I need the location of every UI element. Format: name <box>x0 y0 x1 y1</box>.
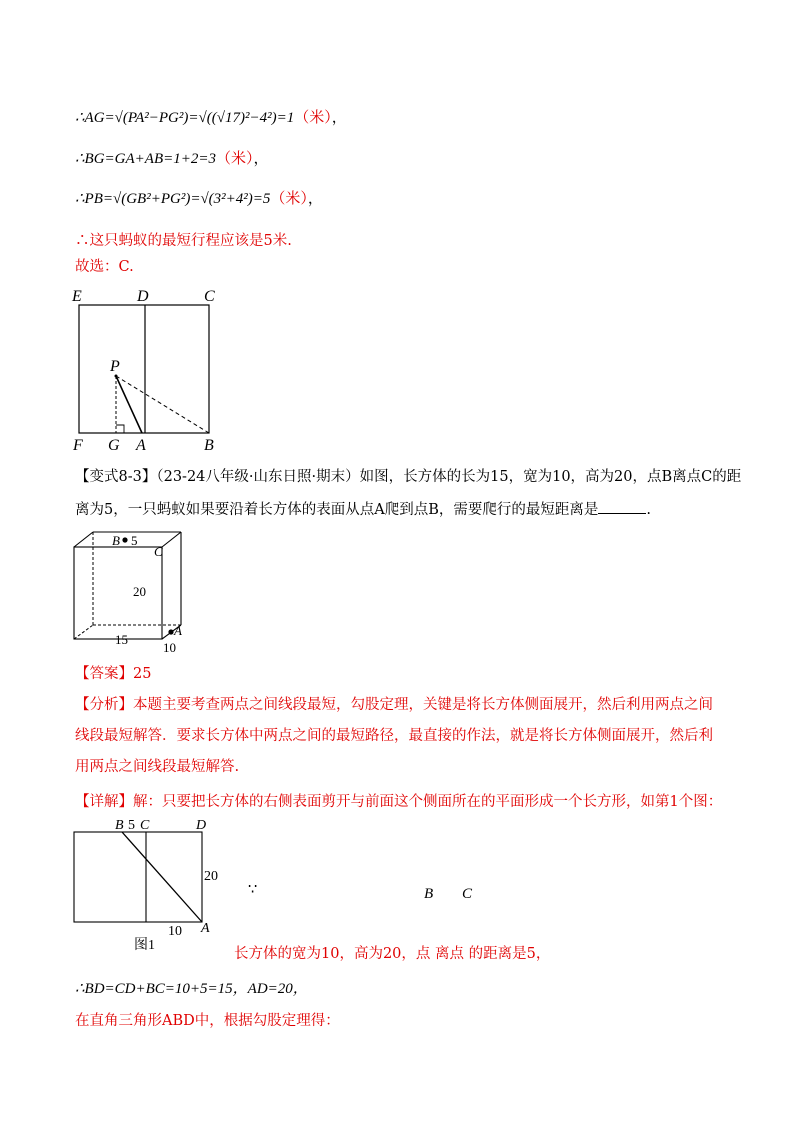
cuboid-hidden-edge <box>74 625 93 639</box>
cuboid-label-b: B <box>112 533 120 548</box>
problem-end: . <box>646 502 651 518</box>
answer-value: 25 <box>133 666 152 682</box>
pb-tail: ， <box>307 191 323 207</box>
answer-tag: 【答案】 <box>75 666 133 682</box>
ag-tail: ， <box>331 110 347 126</box>
bg-formula: ∴BG=GA+AB=1+2=3 <box>75 151 216 167</box>
ag-unit: （米） <box>294 110 332 126</box>
answer-line <box>75 664 151 684</box>
analysis-paragraph <box>75 690 725 783</box>
fig2-label-5: 5 <box>128 818 135 833</box>
pb-formula: ∴PB=√(GB²+PG²)=√(3²+4²)=5 <box>75 191 271 207</box>
bg-tail: ， <box>253 151 269 167</box>
fig2-label-10: 10 <box>168 924 182 939</box>
pb-line <box>75 189 323 209</box>
answer-blank <box>598 499 646 514</box>
conclusion-line: ∴这只蚂蚁的最短行程应该是5米. <box>75 233 292 249</box>
ag-formula: ∴AG=√(PA²−PG²)=√((√17)²−4²)=1 <box>75 110 295 126</box>
cuboid-edge <box>162 532 181 547</box>
label-e: E <box>72 288 82 305</box>
pb-dashed <box>116 376 209 433</box>
bg-line <box>75 149 269 169</box>
problem-tag: 【变式8-3】 <box>75 469 157 485</box>
problem-source: （23-24八年级·山东日照·期末） <box>156 469 360 485</box>
detail-text: 解：只要把长方体的右侧表面剪开与前面这个侧面所在的平面形成一个长方形，如第1个图： <box>133 794 723 810</box>
cuboid-label-c: C <box>154 544 163 559</box>
label-f: F <box>73 437 83 454</box>
detail-tag: 【详解】 <box>75 794 133 810</box>
problem-text-1: 如图，长方体的长为15，宽为10，高为20，点B离点C的距 <box>359 469 742 485</box>
label-d: D <box>137 288 149 305</box>
problem-text-2: 离为5，一只蚂蚁如果要沿着长方体的表面从点A爬到点B，需要爬行的最短距离是 <box>75 502 599 518</box>
fig2-label-d: D <box>196 818 207 833</box>
figure-unfolding <box>70 284 230 454</box>
label-g: G <box>108 437 120 454</box>
floating-c: C <box>462 886 473 902</box>
figure-2 <box>70 815 250 955</box>
cuboid-edge <box>74 532 93 547</box>
fig2-label-c: C <box>140 818 150 833</box>
solution-line-3: 在直角三角形ABD中，根据勾股定理得： <box>75 1013 340 1029</box>
fig2-label-a: A <box>201 921 210 936</box>
cuboid-label-20: 20 <box>133 584 146 599</box>
choice-line: 故选：C. <box>75 259 134 275</box>
pb-unit: （米） <box>270 191 308 207</box>
detail-line <box>75 792 722 812</box>
solution-line-2: ∴BD=CD+BC=10+5=15，AD=20， <box>75 981 308 997</box>
point-b <box>122 537 127 542</box>
figure-cuboid <box>70 528 190 656</box>
ag-line <box>75 108 347 128</box>
label-b: B <box>204 437 214 454</box>
bg-unit: （米） <box>215 151 254 167</box>
fig2-caption: 图1 <box>134 938 155 953</box>
label-c: C <box>204 288 215 305</box>
label-p: P <box>110 358 120 375</box>
cuboid-label-10: 10 <box>163 640 176 655</box>
because-symbol: ∵ <box>248 882 258 898</box>
fig2-diagonal <box>122 832 202 922</box>
cuboid-label-5: 5 <box>131 533 138 548</box>
solution-line-1: 长方体的宽为10，高为20，点 离点 的距离是5， <box>234 946 551 962</box>
floating-b: B <box>424 886 434 902</box>
outer-rect <box>79 305 209 433</box>
problem-line-2 <box>75 499 651 520</box>
label-a: A <box>136 437 146 454</box>
cuboid-label-15: 15 <box>115 632 128 647</box>
fig2-rect <box>74 832 202 922</box>
analysis-text: 本题主要考查两点之间线段最短，勾股定理，关键是将长方体侧面展开，然后利用两点之间线段最短解答．要求长方体中两点之间的最短路径，最直接的作法，就是将长方体侧面展开，然后利用两点之间线段最短解答. <box>75 697 713 775</box>
right-angle-mark <box>116 425 124 433</box>
problem-line-1 <box>75 467 741 487</box>
analysis-tag: 【分析】 <box>75 697 133 713</box>
fig2-label-20: 20 <box>204 869 218 884</box>
cuboid-label-a: A <box>174 623 182 638</box>
point-a <box>168 629 173 634</box>
fig2-label-b: B <box>115 818 124 833</box>
